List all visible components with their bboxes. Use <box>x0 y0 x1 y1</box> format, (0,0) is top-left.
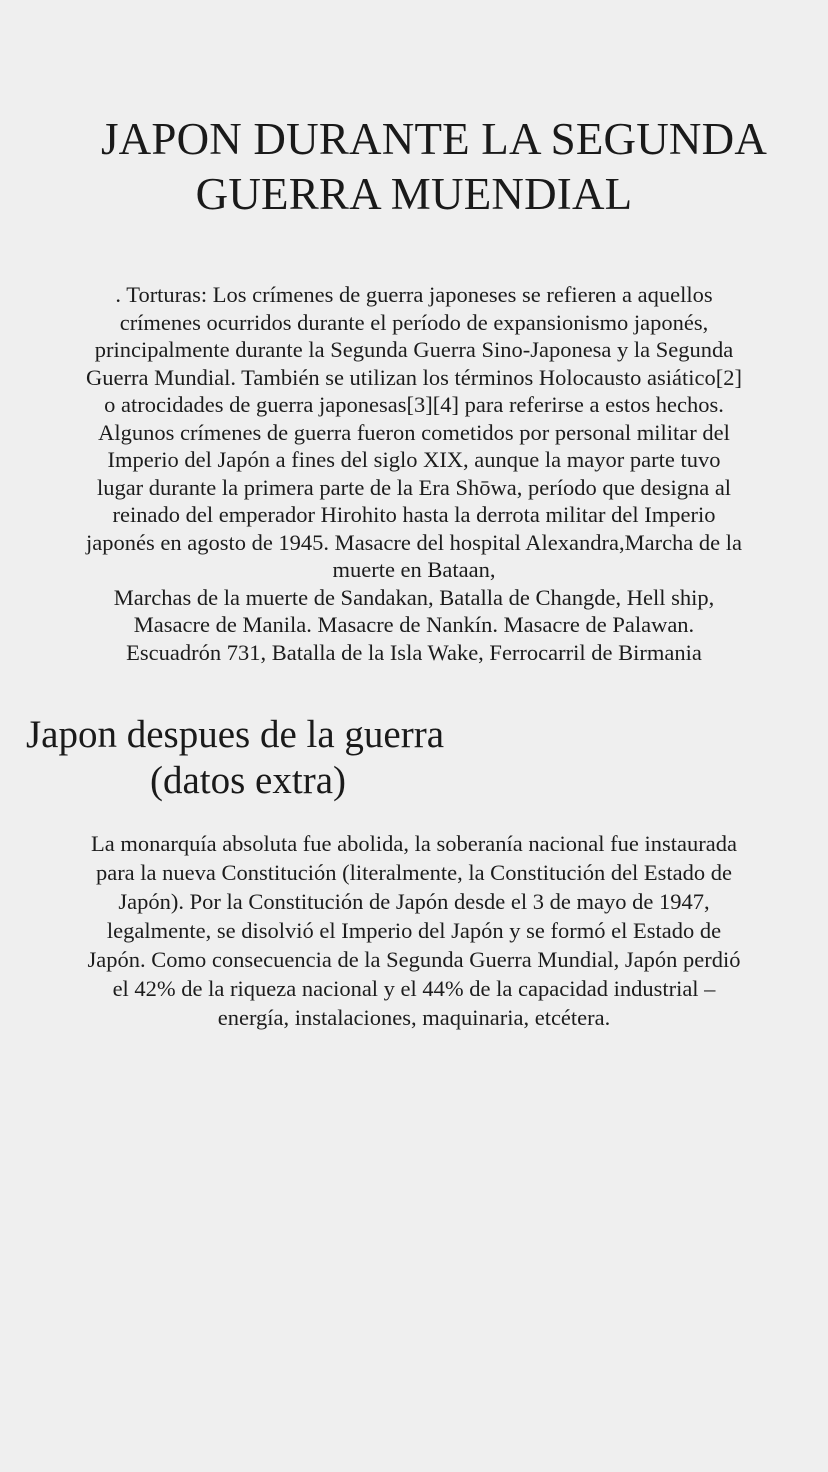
text-line: muerte en Bataan, <box>332 557 496 582</box>
text-line: principalmente durante la Segunda Guerra Sino-Japonesa y la Segunda <box>94 337 734 362</box>
page-title-line-1: JAPON DURANTE LA SEGUNDA <box>100 114 768 164</box>
text-line: Guerra Mundial. También se utilizan los términos Holocausto asiático[2] <box>86 364 742 390</box>
section-heading-line-1: Japon despues de la guerra <box>26 713 445 756</box>
text-line: Algunos crímenes de guerra fueron cometidos por personal militar del <box>98 419 730 445</box>
text-line: Imperio del Japón a fines del siglo XIX, aunque la mayor parte tuvo <box>107 447 721 472</box>
text-line: crímenes ocurridos durante el período de expansionismo japonés, <box>119 309 709 335</box>
text-line: japonés en agosto de 1945. Masacre del hospital Alexandra,Marcha de la <box>85 529 743 555</box>
page-title <box>0 112 828 222</box>
text-line: reinado del emperador Hirohito hasta la derrota militar del Imperio <box>112 502 716 527</box>
text-line: Japón. Como consecuencia de la Segunda Guerra Mundial, Japón perdió <box>87 947 741 972</box>
paragraph-war-crimes <box>0 281 828 666</box>
text-line: para la nueva Constitución (literalmente, la Constitución del Estado de <box>95 860 733 885</box>
text-line: lugar durante la primera parte de la Era Shōwa, período que designa al <box>96 474 732 500</box>
text-line: Escuadrón 731, Batalla de la Isla Wake, Ferrocarril de Birmania <box>126 639 702 665</box>
section-heading <box>26 712 444 804</box>
text-line: . Torturas: Los crímenes de guerra japoneses se refieren a aquellos <box>115 282 713 307</box>
text-line: Masacre de Manila. Masacre de Nankín. Masacre de Palawan. <box>133 612 695 637</box>
text-line: Japón). Por la Constitución de Japón desde el 3 de mayo de 1947, <box>118 889 710 914</box>
text-line: energía, instalaciones, maquinaria, etcétera. <box>217 1005 611 1030</box>
text-line: legalmente, se disolvió el Imperio del Japón y se formó el Estado de <box>106 918 722 943</box>
page-title-line-2: GUERRA MUENDIAL <box>195 169 633 219</box>
text-line: Marchas de la muerte de Sandakan, Batalla de Changde, Hell ship, <box>113 584 715 610</box>
section-heading-line-2: (datos extra) <box>150 759 346 802</box>
text-line: o atrocidades de guerra japonesas[3][4] para referirse a estos hechos. <box>104 392 724 417</box>
text-line: La monarquía absoluta fue abolida, la soberanía nacional fue instaurada <box>91 831 737 856</box>
text-line: el 42% de la riqueza nacional y el 44% de la capacidad industrial – <box>112 976 716 1001</box>
paragraph-post-war <box>0 829 828 1032</box>
